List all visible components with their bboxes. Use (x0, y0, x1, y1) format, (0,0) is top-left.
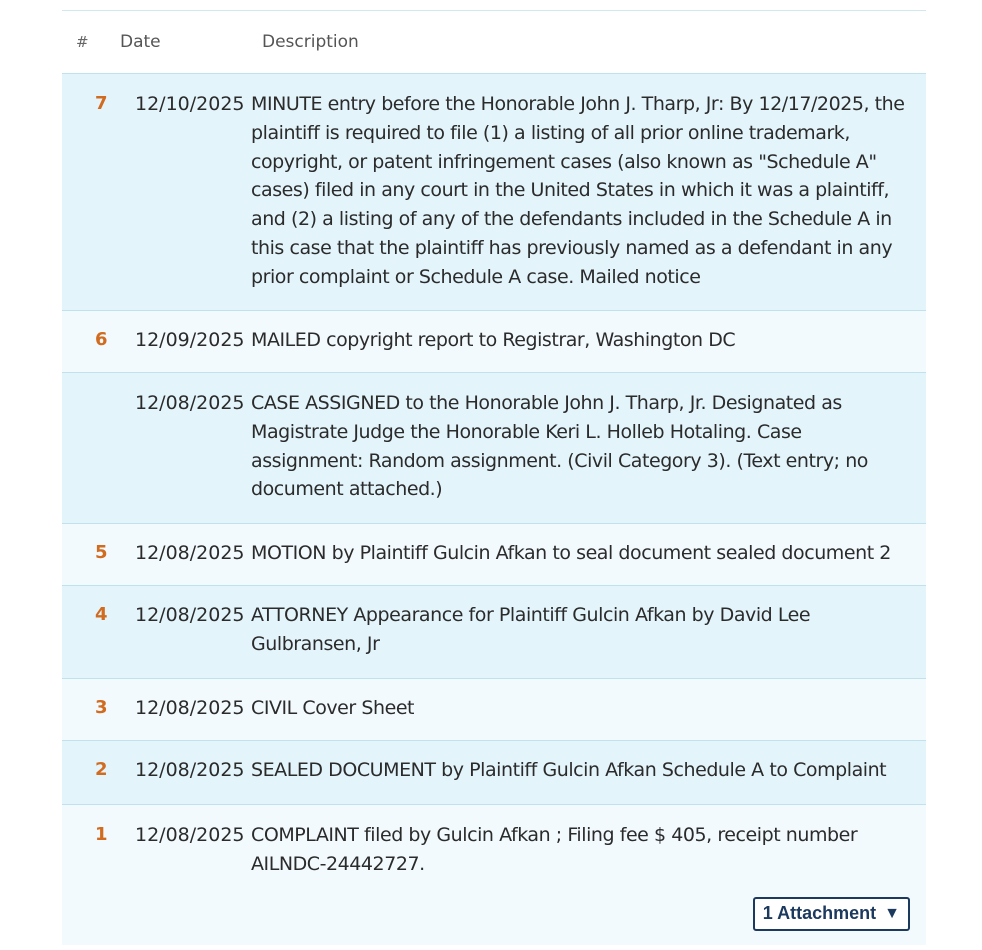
entry-number[interactable]: 5 (95, 542, 108, 563)
header-description: Description (262, 32, 359, 52)
entry-number[interactable]: 3 (95, 697, 108, 718)
entry-date: 12/08/2025 (135, 759, 245, 781)
entry-date: 12/08/2025 (135, 604, 245, 626)
entry-number[interactable]: 2 (95, 759, 108, 780)
entry-description: MAILED copyright report to Registrar, Washington DC (251, 329, 736, 351)
entry-date: 12/08/2025 (135, 542, 245, 564)
entry-date: 12/10/2025 (135, 93, 245, 115)
table-row (62, 74, 926, 311)
entry-number[interactable]: 1 (95, 824, 108, 845)
entry-description: MOTION by Plaintiff Gulcin Afkan to seal document sealed document 2 (251, 542, 891, 564)
entry-description: SEALED DOCUMENT by Plaintiff Gulcin Afkan Schedule A to Complaint (251, 759, 887, 781)
entry-date: 12/09/2025 (135, 329, 245, 351)
entry-date: 12/08/2025 (135, 392, 245, 414)
attachment-row (251, 897, 926, 931)
table-row (62, 524, 926, 586)
table-row (62, 679, 926, 741)
caret-down-icon: ▼ (884, 904, 900, 922)
header-date: Date (120, 32, 161, 52)
entry-description: MINUTE entry before the Honorable John J. Tharp, Jr: By 12/17/2025, the plaintiff is required to file (1) a listing of all prior online trademark, copyright, or patent infringement cases (also known as "Schedule A" cases) filed in any court in the United States in which it was a plaintiff, and (2) a listing of any of the defendants included in the Schedule A in this case that the plaintiff has previously named as a defendant in any prior complaint or Schedule A case. Mailed notice (251, 93, 905, 288)
entry-number[interactable]: 7 (95, 93, 108, 114)
docket-table (62, 10, 926, 944)
attachment-button[interactable] (753, 897, 910, 931)
attachment-label: 1 Attachment (762, 903, 877, 924)
table-header (62, 11, 926, 74)
table-row (62, 741, 926, 805)
table-row (62, 373, 926, 524)
entry-description: CIVIL Cover Sheet (251, 697, 415, 719)
table-row (62, 805, 926, 945)
table-row (62, 586, 926, 679)
entry-date: 12/08/2025 (135, 697, 245, 719)
entry-description: COMPLAINT filed by Gulcin Afkan ; Filing fee $ 405, receipt number AILNDC-24442727. (251, 824, 858, 875)
table-row (62, 311, 926, 373)
header-number: # (76, 33, 89, 51)
entry-number[interactable]: 6 (95, 329, 108, 350)
entry-description: CASE ASSIGNED to the Honorable John J. Tharp, Jr. Designated as Magistrate Judge the Honorable Keri L. Holleb Hotaling. Case assignment: Random assignment. (Civil Category 3). (Text entry; no document attached.) (251, 392, 868, 501)
entry-description: ATTORNEY Appearance for Plaintiff Gulcin Afkan by David Lee Gulbransen, Jr (251, 604, 811, 655)
entry-description-wrap (251, 821, 926, 931)
entry-number[interactable]: 4 (95, 604, 108, 625)
entry-date: 12/08/2025 (135, 824, 245, 846)
